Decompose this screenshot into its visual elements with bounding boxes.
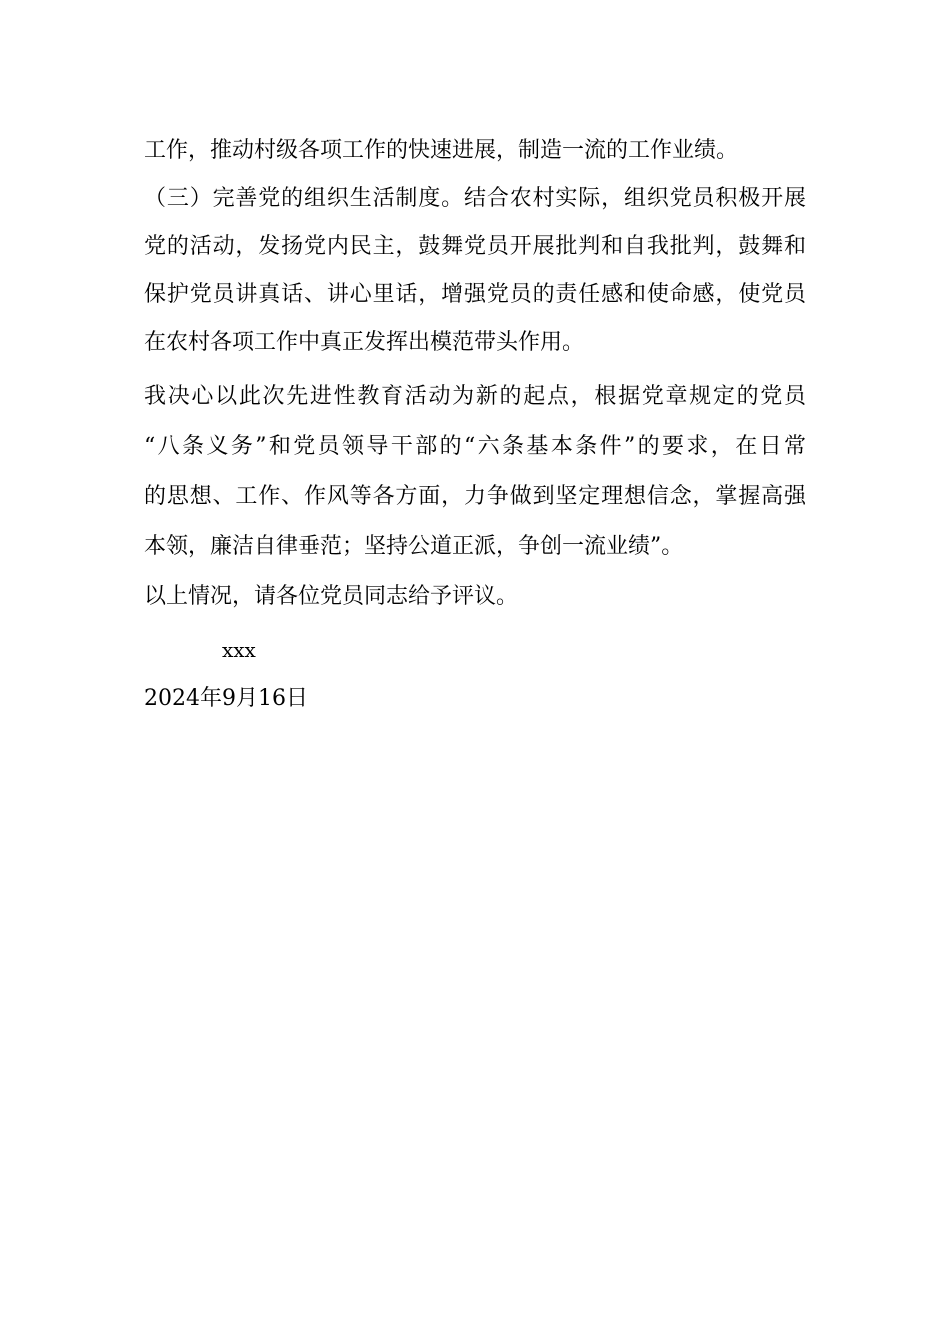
paragraph-3-line-4: 本领，廉洁自律垂范；坚持公道正派，争创一流业绩”。 (144, 534, 684, 559)
paragraph-2-line-2: 党的活动，发扬党内民主，鼓舞党员开展批判和自我批判，鼓舞和 (144, 234, 806, 259)
paragraph-3-line-1: 我决心以此次先进性教育活动为新的起点，根据党章规定的党员 (144, 384, 806, 409)
document-date: 2024年9月16日 (144, 686, 308, 711)
paragraph-3-line-3: 的思想、工作、作风等各方面，力争做到坚定理想信念，掌握高强 (144, 484, 806, 509)
paragraph-2-line-4: 在农村各项工作中真正发挥出模范带头作用。 (144, 330, 585, 355)
paragraph-4-line-1: 以上情况，请各位党员同志给予评议。 (144, 584, 519, 609)
signature: xxx (222, 638, 256, 662)
paragraph-2-line-1: （三）完善党的组织生活制度。结合农村实际，组织党员积极开展 (144, 186, 806, 211)
paragraph-1-line-1: 工作，推动村级各项工作的快速进展，制造一流的工作业绩。 (144, 138, 739, 163)
paragraph-3-line-2: “八条义务”和党员领导干部的“六条基本条件”的要求，在日常 (144, 434, 806, 459)
paragraph-2-line-3: 保护党员讲真话、讲心里话，增强党员的责任感和使命感，使党员 (144, 282, 806, 307)
